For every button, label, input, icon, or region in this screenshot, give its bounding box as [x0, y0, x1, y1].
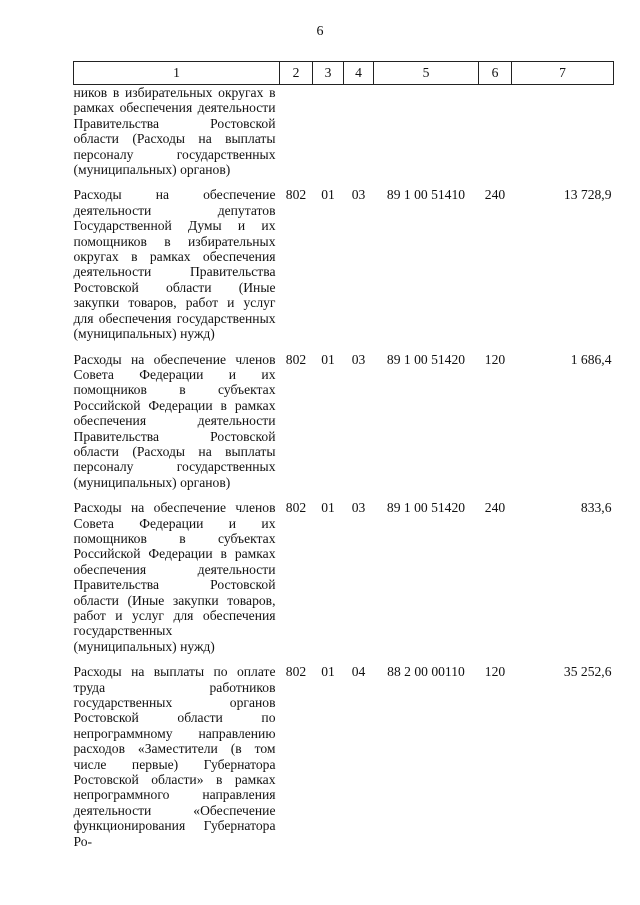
row-description: Расходы на обеспечение деятельности депутатов Государственной Думы и их помощников в избирательных округах в рамках обеспечения деятельности Правительства Ростовской области (Иные закупки товаров, работ и услуг для обеспечения государственных (муниципальных) нужд) [73, 187, 276, 342]
row-expense-type-code: 120 [484, 664, 506, 680]
table-row [74, 85, 614, 178]
row-subsection-code: 03 [351, 351, 366, 367]
page-number: 6 [316, 24, 324, 39]
column-header-4: 4 [344, 62, 374, 85]
row-section-code: 01 [321, 500, 335, 516]
row-expense-type-code [479, 85, 512, 178]
column-header-2: 2 [280, 62, 313, 85]
row-subsection-code: 03 [351, 187, 366, 203]
table-row [74, 500, 614, 654]
table-row [74, 352, 614, 491]
row-target-article-code: 89 1 00 51410 [386, 187, 466, 203]
row-section-code: 01 [321, 351, 335, 367]
column-header-7: 7 [512, 62, 614, 85]
row-subsection-code: 03 [351, 500, 366, 516]
row-description: ников в избирательных округах в рамках обеспечения деятельности Правительства Ростовской области (Расходы на выплаты персоналу государственных (муниципальных) органов) [73, 85, 276, 178]
row-expense-type-code: 120 [484, 351, 506, 367]
budget-table [73, 61, 614, 849]
row-expense-type-code: 240 [484, 187, 506, 203]
row-admin-code: 802 [285, 187, 307, 203]
column-header-3: 3 [313, 62, 344, 85]
row-description: Расходы на обеспечение членов Совета Федерации и их помощников в субъектах Российской Федерации в рамках обеспечения деятельности Правительства Ростовской области (Иные закупки товаров, работ и услуг для обеспечения государственных (муниципальных) нужд) [73, 500, 276, 654]
row-expense-type-code: 240 [484, 500, 506, 516]
row-target-article-code: 88 2 00 00110 [387, 664, 465, 680]
row-subsection-code: 04 [351, 664, 366, 680]
row-subsection-code [344, 85, 374, 178]
column-header-6: 6 [479, 62, 512, 85]
row-description: Расходы на обеспечение членов Совета Федерации и их помощников в субъектах Российской Федерации в рамках обеспечения деятельности Правительства Ростовской области (Расходы на выплаты персоналу государственных (муниципальных) органов) [73, 351, 276, 490]
row-admin-code: 802 [285, 351, 307, 367]
row-description: Расходы на выплаты по оплате труда работников государственных органов Ростовской области по непрограммному направлению расходов «Заместители (в том числе первые) Губернатора Ростовской области» в рамках непрограммного направления деятельности «Обеспечение функционирования Губернатора Ро- [73, 664, 276, 849]
row-admin-code: 802 [285, 500, 307, 516]
row-target-article-code [374, 85, 479, 178]
row-amount: 35 252,6 [563, 664, 612, 680]
row-target-article-code: 89 1 00 51420 [386, 500, 466, 516]
table-row [74, 187, 614, 341]
row-admin-code: 802 [285, 664, 307, 680]
row-target-article-code: 89 1 00 51420 [386, 351, 466, 367]
table-row [74, 664, 614, 849]
row-amount: 13 728,9 [563, 187, 612, 203]
row-amount: 1 686,4 [570, 351, 612, 367]
row-section-code [313, 85, 344, 178]
row-section-code: 01 [321, 664, 335, 680]
row-admin-code [280, 85, 313, 178]
header-row [74, 62, 614, 85]
row-amount [512, 85, 614, 178]
column-header-5: 5 [374, 62, 479, 85]
column-header-1: 1 [74, 62, 280, 85]
row-amount: 833,6 [580, 500, 612, 516]
row-section-code: 01 [321, 187, 335, 203]
